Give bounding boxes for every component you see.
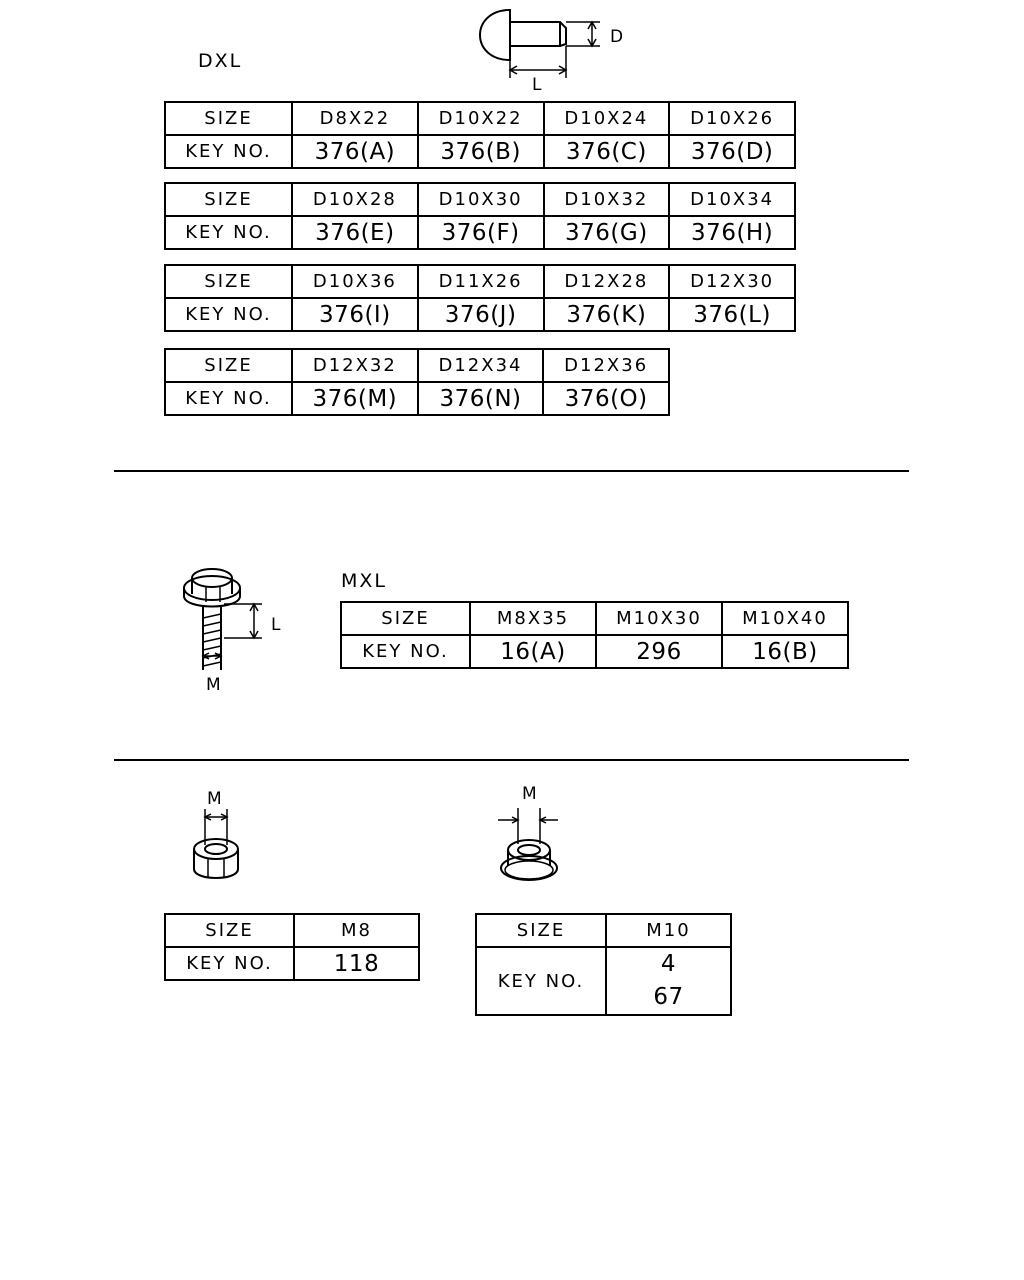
key-header: KEY NO.: [165, 216, 292, 249]
size-cell: D11X26: [418, 265, 544, 298]
key-header: KEY NO.: [165, 298, 292, 331]
size-header: SIZE: [165, 183, 292, 216]
dxl-table-1: [164, 101, 796, 169]
key-value: 4: [660, 951, 677, 977]
size-header: SIZE: [165, 349, 292, 382]
key-cell: 376(G): [544, 216, 670, 249]
table-row: [165, 102, 795, 135]
key-header: KEY NO.: [165, 135, 292, 168]
table-row: [165, 216, 795, 249]
key-cell: 376(M): [292, 382, 418, 415]
hex-nut-diagram-icon: [180, 785, 260, 885]
key-cell: 376(L): [669, 298, 795, 331]
dxl-label: DXL: [198, 50, 243, 72]
key-cell: 376(I): [292, 298, 418, 331]
size-header: SIZE: [476, 914, 606, 947]
size-header: SIZE: [165, 914, 294, 947]
key-cell: 16(A): [470, 635, 596, 668]
rivet-diagram-icon: [470, 2, 640, 94]
size-cell: M10X40: [722, 602, 848, 635]
key-cell: 376(N): [418, 382, 544, 415]
size-cell: D10X24: [544, 102, 670, 135]
key-header: KEY NO.: [165, 382, 292, 415]
table-row: [165, 349, 669, 382]
dim-m-label: M: [522, 784, 537, 804]
size-cell: M10X30: [596, 602, 722, 635]
size-header: SIZE: [341, 602, 470, 635]
size-cell: D12X30: [669, 265, 795, 298]
table-row: [165, 298, 795, 331]
dim-d-label: D: [610, 27, 624, 47]
key-cell: 376(H): [669, 216, 795, 249]
key-cell: 376(O): [543, 382, 669, 415]
key-cell: 376(J): [418, 298, 544, 331]
m10-nut-table: [475, 913, 732, 1016]
key-cell: 376(A): [292, 135, 418, 168]
key-header: KEY NO.: [165, 947, 294, 980]
key-cell: 376(B): [418, 135, 544, 168]
size-cell: D12X28: [544, 265, 670, 298]
dim-m-label: M: [206, 675, 221, 695]
size-cell: D12X34: [418, 349, 544, 382]
size-cell: D10X30: [418, 183, 544, 216]
size-header: SIZE: [165, 265, 292, 298]
size-cell: M8X35: [470, 602, 596, 635]
key-cell: 376(C): [544, 135, 670, 168]
size-cell: D10X22: [418, 102, 544, 135]
size-cell: D8X22: [292, 102, 418, 135]
key-cell: 118: [294, 947, 419, 980]
dxl-table-4: [164, 348, 670, 416]
flange-bolt-diagram-icon: [170, 560, 300, 700]
table-row: [165, 135, 795, 168]
size-cell: D10X34: [669, 183, 795, 216]
size-cell: D10X36: [292, 265, 418, 298]
size-cell: D10X26: [669, 102, 795, 135]
table-row: [165, 947, 419, 980]
section-divider: [114, 470, 909, 472]
section-divider: [114, 759, 909, 761]
dim-l-label: L: [271, 615, 281, 635]
table-row: [165, 382, 669, 415]
table-row: [476, 947, 731, 1015]
m8-nut-table: [164, 913, 420, 981]
size-cell: D12X32: [292, 349, 418, 382]
size-cell: D10X32: [544, 183, 670, 216]
size-cell: D12X36: [543, 349, 669, 382]
key-value: 67: [653, 984, 684, 1010]
table-row: [476, 914, 731, 947]
table-row: [165, 265, 795, 298]
flange-nut-diagram-icon: [492, 780, 572, 890]
key-cell: 376(K): [544, 298, 670, 331]
size-cell: M8: [294, 914, 419, 947]
size-header: SIZE: [165, 102, 292, 135]
table-row: [165, 183, 795, 216]
key-header: KEY NO.: [476, 947, 606, 1015]
key-cell: 376(E): [292, 216, 418, 249]
key-header: KEY NO.: [341, 635, 470, 668]
table-row: [341, 602, 848, 635]
dxl-table-3: [164, 264, 796, 332]
key-cell: 376(F): [418, 216, 544, 249]
mxl-table: [340, 601, 849, 669]
key-cell: 296: [596, 635, 722, 668]
dxl-table-2: [164, 182, 796, 250]
key-cell: 16(B): [722, 635, 848, 668]
size-cell: M10: [606, 914, 731, 947]
key-cell: 376(D): [669, 135, 795, 168]
mxl-label: MXL: [341, 570, 387, 592]
dim-m-label: M: [207, 789, 222, 809]
table-row: [165, 914, 419, 947]
key-cell: [606, 947, 731, 1015]
table-row: [341, 635, 848, 668]
size-cell: D10X28: [292, 183, 418, 216]
dim-l-label: L: [532, 75, 542, 94]
